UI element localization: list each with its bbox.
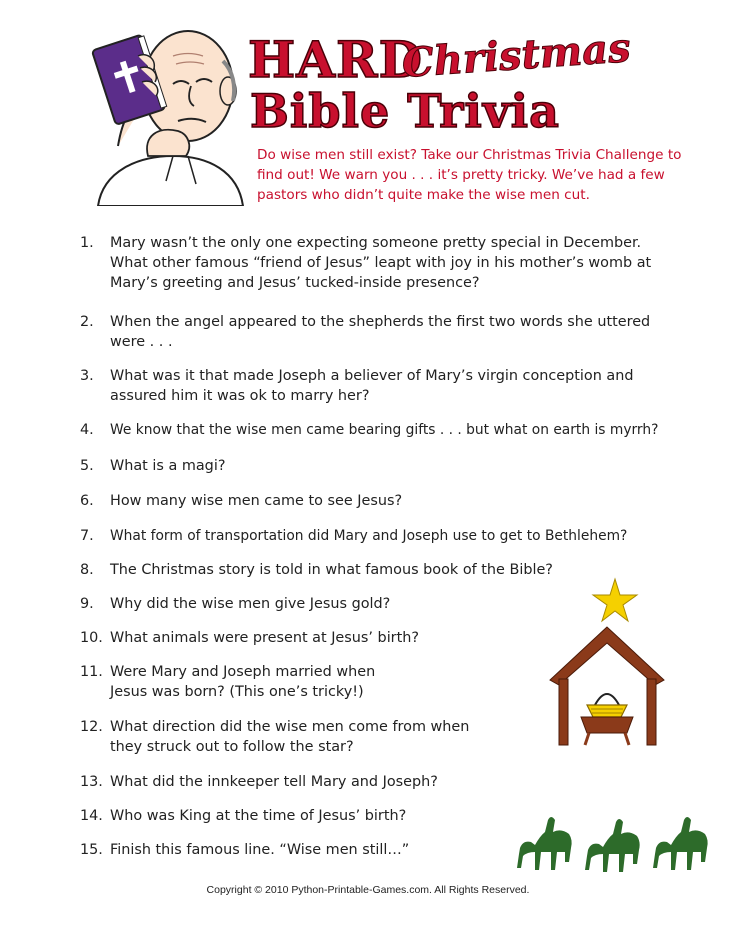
question-number: 2. bbox=[80, 314, 94, 330]
question-number: 13. bbox=[80, 774, 103, 790]
nativity-stable-illustration bbox=[545, 575, 670, 750]
question-number: 12. bbox=[80, 719, 103, 735]
question-number: 3. bbox=[80, 368, 94, 384]
question-text: What form of transportation did Mary and Joseph use to get to Bethlehem? bbox=[110, 528, 628, 544]
question-item bbox=[80, 366, 680, 406]
star-icon bbox=[593, 579, 637, 621]
question-number: 14. bbox=[80, 808, 103, 824]
question-item bbox=[80, 312, 680, 352]
question-text: Who was King at the time of Jesus’ birth? bbox=[110, 808, 407, 824]
question-number: 8. bbox=[80, 562, 94, 578]
title-christmas: Christmas bbox=[400, 24, 633, 87]
question-text: Why did the wise men give Jesus gold? bbox=[110, 596, 391, 612]
question-number: 15. bbox=[80, 842, 103, 858]
question-number: 1. bbox=[80, 235, 94, 251]
question-item bbox=[80, 420, 680, 440]
question-item bbox=[80, 491, 680, 511]
question-text: What was it that made Joseph a believer of Mary’s virgin conception and assured him it was ok to marry her? bbox=[110, 368, 634, 404]
question-text: What animals were present at Jesus’ birth? bbox=[110, 630, 420, 646]
camel-icon bbox=[653, 817, 708, 870]
question-number: 6. bbox=[80, 493, 94, 509]
question-number: 5. bbox=[80, 458, 94, 474]
intro-paragraph: Do wise men still exist? Take our Christmas Trivia Challenge to find out! We warn you . . . it’s pretty tricky. We’ve had a few pastors who didn’t quite make the wise men cut. bbox=[257, 147, 682, 203]
question-number: 11. bbox=[80, 664, 103, 680]
title-hard: HARD bbox=[248, 30, 423, 89]
question-text: Mary wasn’t the only one expecting someone pretty special in December. What other famous “friend of Jesus” leapt with joy in his mother’s womb at Mary’s greeting and Jesus’ tucked-inside presence? bbox=[110, 235, 652, 291]
man-with-bible-illustration bbox=[78, 6, 248, 206]
camel-icon bbox=[517, 817, 572, 870]
question-item bbox=[80, 772, 680, 792]
question-text: How many wise men came to see Jesus? bbox=[110, 493, 403, 509]
title-bible-trivia: Bible Trivia bbox=[250, 84, 560, 138]
question-text: What is a magi? bbox=[110, 458, 226, 474]
question-text: When the angel appeared to the shepherds the first two words she uttered were . . . bbox=[110, 314, 651, 350]
question-number: 9. bbox=[80, 596, 94, 612]
question-item bbox=[80, 526, 680, 546]
question-text: What did the innkeeper tell Mary and Joseph? bbox=[110, 774, 438, 790]
question-number: 10. bbox=[80, 630, 103, 646]
question-text: The Christmas story is told in what famous book of the Bible? bbox=[110, 562, 553, 578]
copyright-footer: Copyright © 2010 Python-Printable-Games.com. All Rights Reserved. bbox=[206, 884, 530, 896]
question-item bbox=[80, 233, 680, 293]
question-text: Finish this famous line. “Wise men still…” bbox=[110, 842, 410, 858]
question-text: We know that the wise men came bearing gifts . . . but what on earth is myrrh? bbox=[110, 422, 659, 438]
camel-icon bbox=[585, 819, 640, 872]
question-text: Were Mary and Joseph married when Jesus was born? (This one’s tricky!) bbox=[110, 664, 376, 700]
camels-illustration bbox=[515, 810, 720, 880]
question-number: 4. bbox=[80, 422, 94, 438]
question-number: 7. bbox=[80, 528, 94, 544]
question-item bbox=[80, 456, 680, 476]
question-text: What direction did the wise men come from when they struck out to follow the star? bbox=[110, 719, 470, 755]
